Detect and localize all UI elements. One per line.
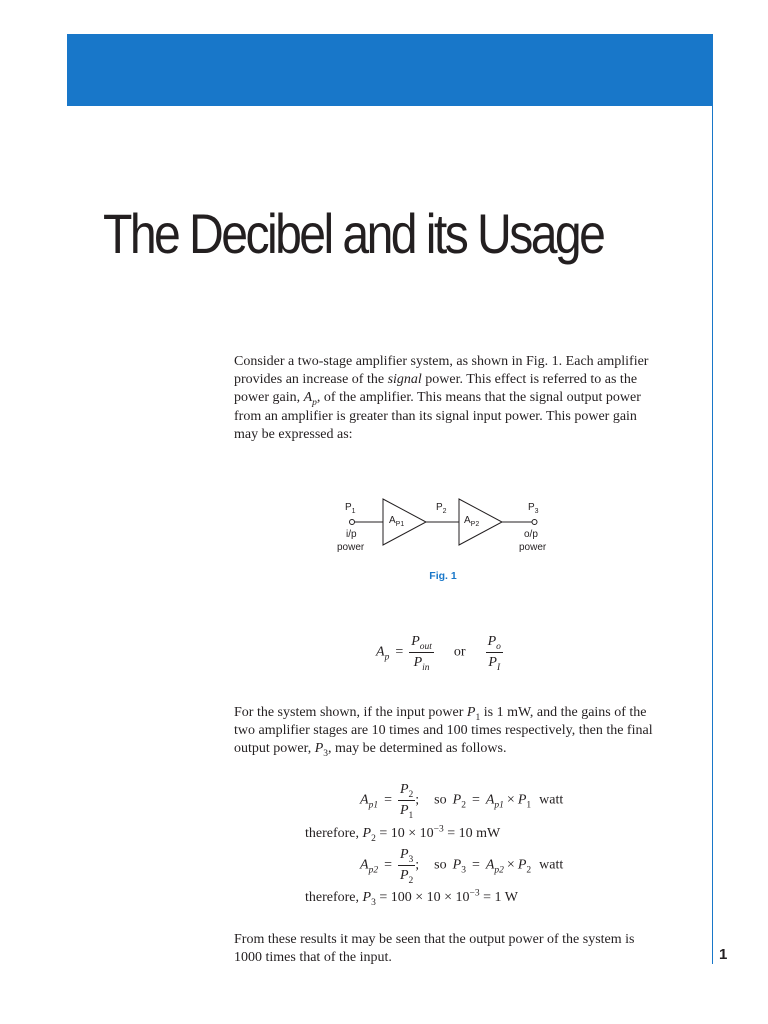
intro-text-3: , of the amplifier. This means that the signal output power from an amplifier is greater than its signal input power. This power gain may be expressed as: — [234, 390, 641, 442]
intro-text-1: Consider a two-stage amplifier system, as shown in Fig. 1. Each amplifier provides an increase of the — [234, 354, 649, 388]
output-terminal — [532, 520, 537, 525]
gain-symbol-sub: p — [312, 398, 317, 409]
input-terminal — [350, 520, 355, 525]
example-text-3: , may be determined as follows. — [328, 741, 507, 757]
amplifier-figure — [334, 497, 564, 559]
intro-paragraph — [234, 353, 654, 444]
example-paragraph — [234, 704, 654, 759]
example-text-1: For the system shown, if the input power — [234, 705, 467, 720]
page-number: 1 — [719, 946, 728, 963]
fraction-p2-p1: $\frac{P_2}{P_1}$ — [399, 782, 414, 821]
header-band — [67, 34, 713, 106]
fraction-po-pi: $\frac{P_o}{P_I}$ — [487, 634, 501, 673]
figure-caption: Fig. 1 — [429, 570, 457, 582]
calc-line-1: $A_{p1}$ = $\frac{P_2}{P_1}$ ; so $P_2 = A_{p1} \times P_1$ watt — [360, 782, 564, 821]
label-amp2: $A_{P2}$ — [464, 515, 480, 528]
conclusion-paragraph: From these results it may be seen that the output power of the system is 1000 times that of the input. — [234, 932, 635, 966]
input-power-label: power — [337, 542, 365, 553]
margin-rule — [712, 34, 713, 964]
label-p1: $P_1$ — [345, 502, 356, 515]
calc-line-4: therefore, $P_3 = 100 \times 10 \times 10^{-3} = 1$ W — [305, 888, 518, 908]
p1-symbol: P — [466, 705, 476, 720]
input-label: i/p — [346, 529, 357, 540]
label-p2: $P_2$ — [436, 502, 447, 515]
label-amp1: $A_{P1}$ — [389, 515, 405, 528]
calc-line-2: therefore, $P_2 = 10 \times 10^{-3} = 10$ mW — [305, 824, 501, 844]
label-p3: $P_3$ — [528, 502, 539, 515]
p1-symbol-sub: 1 — [475, 712, 481, 723]
fraction-pout-pin: $\frac{P_{out}}{P_{in}}$ — [411, 634, 432, 673]
intro-text-2: power. This effect is referred to as the power gain, — [234, 372, 638, 406]
intro-emphasis: signal — [387, 372, 422, 388]
gain-symbol: A — [303, 390, 313, 406]
chapter-title: The Decibel and its Usage — [103, 202, 604, 265]
calc-line-3: $A_{p2}$ = $\frac{P_3}{P_2}$ ; so $P_3 = A_{p2} \times P_2$ watt — [360, 847, 564, 886]
p3-symbol-sub: 3 — [323, 749, 329, 760]
output-label: o/p — [524, 529, 538, 540]
output-power-label: power — [519, 542, 547, 553]
fraction-p3-p2: $\frac{P_3}{P_2}$ — [399, 847, 414, 886]
example-text-2: is 1 mW, and the gains of the two amplifier stages are 10 times and 100 times respectively, then the final output power, — [234, 705, 653, 757]
gain-equation: $A_p$ = $\frac{P_{out}}{P_{in}}$ or $\frac{P_o}{P_I}$ — [376, 634, 501, 673]
p3-symbol: P — [314, 741, 324, 757]
